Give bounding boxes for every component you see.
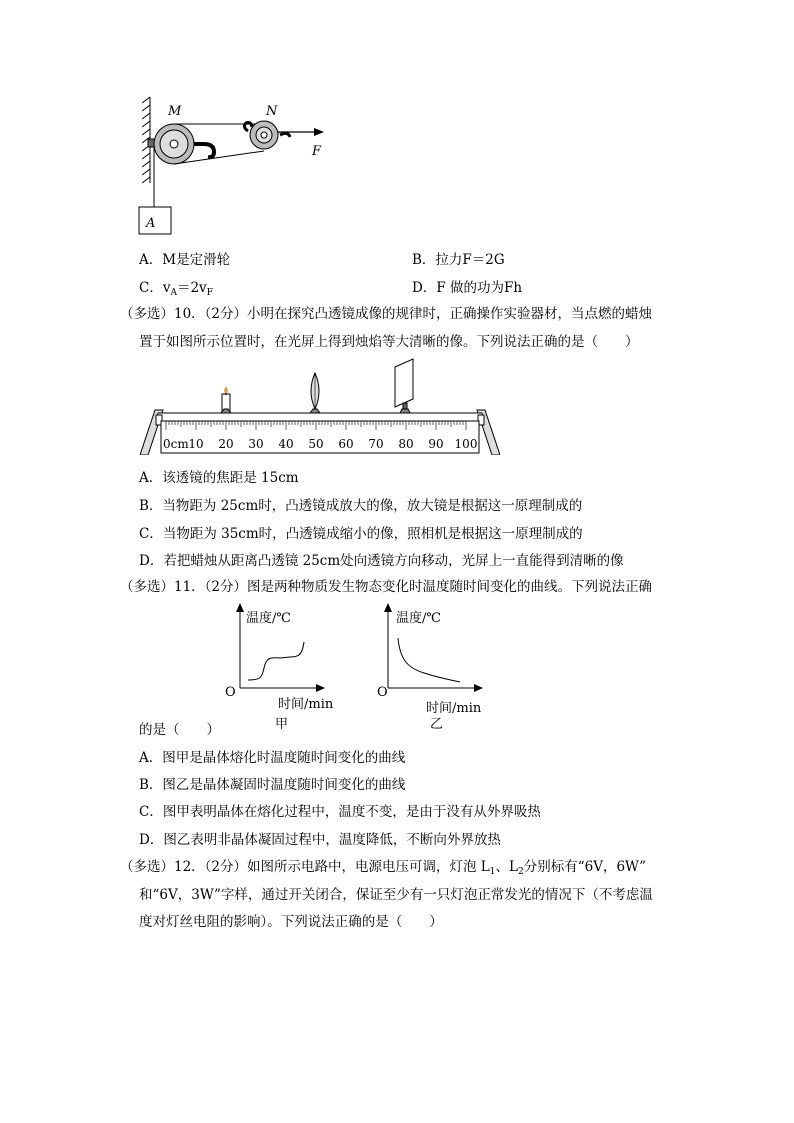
q12-l1-sub1: 1 bbox=[489, 867, 496, 877]
yi-caption: 乙 bbox=[430, 717, 444, 732]
label-m: M bbox=[168, 104, 182, 119]
q9-option-a: A．M是定滑轮 bbox=[139, 252, 231, 268]
scale-label: 60 bbox=[338, 437, 354, 451]
label-a: A bbox=[146, 216, 156, 231]
label-n: N bbox=[266, 104, 278, 119]
q12-stem-line3: 度对灯丝电阻的影响）。下列说法正确的是（ ） bbox=[139, 914, 443, 930]
scale-label: 20 bbox=[218, 437, 234, 451]
scale-label: 70 bbox=[368, 437, 384, 451]
scale-label: 90 bbox=[428, 437, 444, 451]
candle bbox=[221, 387, 231, 413]
q10-option-c: C．当物距为 35cm时，凸透镜成缩小的像，照相机是根据这一原理制成的 bbox=[139, 526, 583, 542]
q11-stem-line1: （多选）11．（2分）图是两种物质发生物态变化时温度随时间变化的曲线。下列说法正确 bbox=[120, 579, 653, 595]
bench-rail bbox=[158, 413, 482, 421]
pulley-n bbox=[250, 121, 278, 149]
scale-label: 100 bbox=[454, 437, 478, 451]
q11-option-d: D．图乙表明非晶体凝固过程中，温度降低，不断向外界放热 bbox=[139, 832, 501, 848]
q10-stem-line1: （多选）10．（2分）小明在探究凸透镜成像的规律时，正确操作实验器材，当点燃的蜡烛 bbox=[120, 306, 653, 322]
q12-stem-line1 bbox=[120, 855, 646, 877]
q9-option-d: D．F 做的功为Fh bbox=[412, 280, 523, 296]
label-f: F bbox=[312, 144, 322, 159]
pulley-figure bbox=[130, 95, 340, 240]
yi-ylabel: 温度/℃ bbox=[396, 611, 441, 626]
light-screen bbox=[395, 359, 413, 413]
scale-label: 10 bbox=[188, 437, 204, 451]
q9-c-mid: ＝2v bbox=[176, 280, 207, 296]
q9-c-sub1: A bbox=[170, 288, 177, 298]
scale-label: 40 bbox=[278, 437, 294, 451]
q10-option-a: A．该透镜的焦距是 15cm bbox=[139, 470, 299, 486]
jia-ylabel: 温度/℃ bbox=[246, 611, 291, 626]
scale-label: 0cm bbox=[163, 437, 189, 451]
convex-lens bbox=[310, 373, 320, 413]
graph-yi bbox=[374, 600, 499, 735]
q10-option-d: D．若把蜡烛从距离凸透镜 25cm处向透镜方向移动，光屏上一直能得到清晰的像 bbox=[139, 553, 624, 569]
jia-xlabel: 时间/min bbox=[278, 697, 334, 712]
curve-jia bbox=[248, 642, 304, 680]
q9-option-c bbox=[139, 276, 213, 298]
yi-xlabel: 时间/min bbox=[426, 701, 482, 716]
jia-origin: O bbox=[225, 685, 236, 700]
q12-stem-line2: 和“6V，3W”字样，通过开关闭合，保证至少有一只灯泡正常发光的情况下（不考虑温 bbox=[139, 887, 653, 903]
scale-label: 50 bbox=[308, 437, 324, 451]
q11-option-b: B．图乙是晶体凝固时温度随时间变化的曲线 bbox=[139, 777, 406, 793]
scale-label: 30 bbox=[248, 437, 264, 451]
pulley-m bbox=[154, 124, 194, 164]
q11-stem-line2: 的是（ ） bbox=[139, 722, 220, 738]
q12-l1-c: 分别标有“6V，6W” bbox=[523, 859, 647, 875]
q9-c-sub2: F bbox=[206, 288, 213, 298]
q10-stem-line2: 置于如图所示位置时，在光屏上得到烛焰等大清晰的像。下列说法正确的是（ ） bbox=[139, 334, 639, 350]
q10-option-b: B．当物距为 25cm时，凸透镜成放大的像，放大镜是根据这一原理制成的 bbox=[139, 498, 583, 514]
graph-jia bbox=[220, 600, 345, 735]
curve-yi bbox=[398, 638, 460, 682]
optical-bench-figure bbox=[140, 355, 500, 455]
q11-option-a: A．图甲是晶体熔化时温度随时间变化的曲线 bbox=[139, 750, 406, 766]
q12-l1-sub2: 2 bbox=[517, 867, 524, 877]
scale-label: 80 bbox=[398, 437, 414, 451]
q9-option-b: B．拉力F＝2G bbox=[412, 252, 505, 268]
q9-c-prefix: C．v bbox=[139, 280, 171, 296]
jia-caption: 甲 bbox=[275, 717, 289, 732]
q12-l1-b: 、L bbox=[495, 859, 518, 875]
q11-option-c: C．图甲表明晶体在熔化过程中，温度不变，是由于没有从外界吸热 bbox=[139, 804, 541, 820]
q12-l1-a: （多选）12．（2分）如图所示电路中，电源电压可调，灯泡 L bbox=[120, 859, 490, 875]
yi-origin: O bbox=[377, 685, 388, 700]
